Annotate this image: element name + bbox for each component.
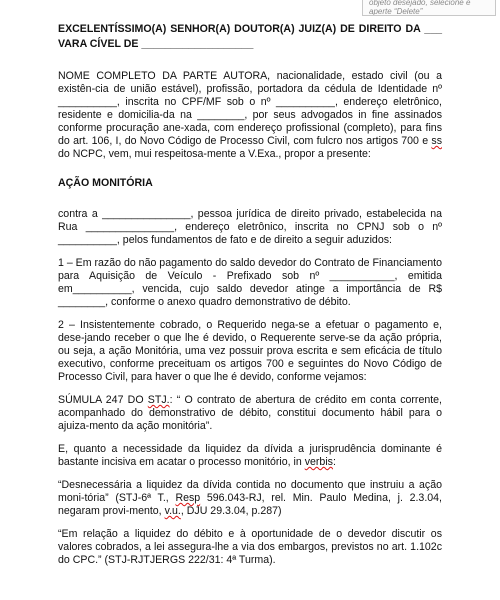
spellcheck-word: STJ.: [147, 394, 170, 406]
paragraph-text: NOME COMPLETO DA PARTE AUTORA, nacionalidade, estado civil (ou a existên-cia de união estável), profissão, portadora da cédula de Identidade nº __________, inscrita no CPF/MF sob o nº __________, endereço eletrônico, residente e domicilia-da na ________, por seus advogados in fine assinados conforme procuração ane-xada, com endereço profissional (completo), para fins do art. 106, I, do Novo Código de Processo Civil, com fulcro nos artigos 700 e: [58, 70, 442, 147]
paragraph-qualification: [58, 70, 442, 161]
paragraph-fact-2: 2 – Insistentemente cobrado, o Requerido nega-se a efetuar o pagamento e, dese-jando receber o que lhe é devido, o Requerente serve-se da ação própria, ou seja, a ação Monitória, uma vez possuir prova escrita e sem eficácia de título executivo, conforme preceituam os artigos 700 e seguintes do Novo Código de Processo Civil, para haver o que lhe é devido, conforme vejamos:: [58, 319, 442, 383]
paragraph-text: do NCPC, vem, mui respeitosa-mente a V.Exa., propor a presente:: [58, 148, 371, 160]
action-title: AÇÃO MONITÓRIA: [58, 177, 153, 189]
spellcheck-word: v.u.: [164, 505, 181, 517]
tooltip-text: objeto desejado, selecione e aperte “Delete”: [369, 0, 471, 16]
paragraph-text: :: [332, 456, 336, 468]
paragraph-sumula: [58, 394, 442, 433]
document-page: [58, 22, 442, 577]
spellcheck-word: verbis: [304, 456, 333, 468]
spellcheck-word: Resp: [175, 492, 201, 504]
document-heading: EXCELENTÍSSIMO(A) SENHOR(A) DOUTOR(A) JUIZ(A) DE DIREITO DA ___ VARA CÍVEL DE ___________________: [58, 23, 442, 50]
instruction-tooltip: [362, 0, 496, 16]
paragraph-defendant: contra a _______________, pessoa jurídica de direito privado, estabelecida na Rua _______________, endereço eletrônico, inscrita no CPNJ sob o nº __________, pelos fundamentos de fato e de direito a seguir aduzidos:: [58, 208, 442, 246]
spellcheck-word: ss: [431, 135, 442, 147]
paragraph-quote-1: [58, 479, 442, 518]
paragraph-text: , DJU 29.3.04, p.287): [180, 505, 282, 517]
paragraph-jurisprudence: [58, 443, 442, 469]
paragraph-quote-2: “Em relação a liquidez do débito e à oportunidade de o devedor discutir os valores cobrados, a lei assegura-lhe a via dos embargos, previstos no art. 1.102c do CPC.” (STJ-RJTJERGS 222/31: 4ª Turma).: [58, 528, 442, 566]
paragraph-text: : “ O contrato de abertura de crédito em conta corrente, acompanhado do demonstrativo de débito, constitui documento hábil para o ajuiza-mento da ação monitória”.: [58, 394, 442, 432]
paragraph-text: “Desnecessária a liquidez da dívida contida no documento que instruiu a ação moni-tória” (STJ-6ª T.,: [58, 479, 442, 504]
paragraph-fact-1: 1 – Em razão do não pagamento do saldo devedor do Contrato de Financiamento para Aquisição de Veículo - Prefixado sob nº ___________, emitida em__________, vencida, cujo saldo devedor atinge a importância de R$ ________, conforme o anexo quadro demonstrativo de débito.: [58, 257, 442, 308]
paragraph-text: 596.043-RJ, rel. Min. Paulo Medina, j. 2.3.04, negaram provi-mento,: [58, 492, 442, 517]
paragraph-text: E, quanto a necessidade da liquidez da dívida a jurisprudência dominante é bastante incisiva em acatar o processo monitório, in: [58, 443, 442, 468]
paragraph-text: SÚMULA 247 DO: [58, 394, 148, 406]
